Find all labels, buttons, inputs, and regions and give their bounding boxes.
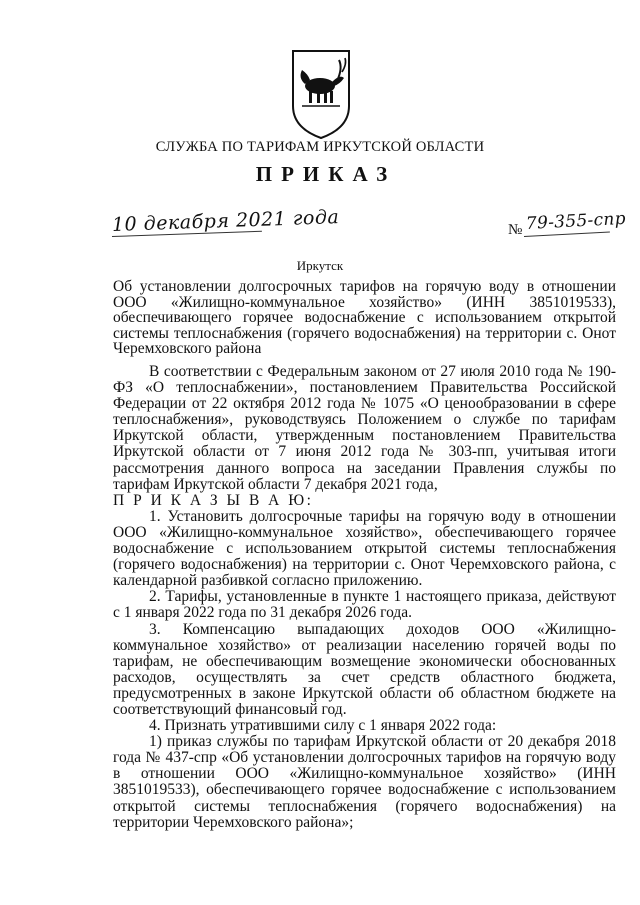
document-body — [113, 364, 616, 831]
handwritten-date: 10 декабря 2021 года — [111, 206, 340, 236]
order-item-1: 1. Установить долгосрочные тарифы на горячую воду в отношении ООО «Жилищно-коммунальное хозяйство», обеспечивающего горячее водоснабжение с использованием открытой системы теплоснабжения (горячего водоснабжения) на территории с. Онот Черемховского района, с календарной разбивкой согласно приложению. — [113, 507, 616, 590]
agency-name: СЛУЖБА ПО ТАРИФАМ ИРКУТСКОЙ ОБЛАСТИ — [155, 139, 485, 155]
document-type-heading: ПРИКАЗ — [255, 162, 397, 186]
order-item-3: 3. Компенсацию выпадающих доходов ООО «Жилищно-коммунальное хозяйство» от реализации населению горячей воды по тарифам, не обеспечивающим возмещение экономически обоснованных расходов, осуществлять за счет средств областного бюджета, предусмотренных в законе Иркутской области об областном бюджете на соответствующий финансовый год. — [113, 620, 616, 718]
handwritten-number: 79-355-спр — [525, 208, 627, 234]
number-label: № — [508, 222, 523, 238]
order-item-2: 2. Тарифы, установленные в пункте 1 настоящего приказа, действуют с 1 января 2022 года по 31 декабря 2026 года. — [113, 588, 616, 622]
order-subitem-1: 1) приказ службы по тарифам Иркутской области от 20 декабря 2018 года № 437-спр «Об установлении долгосрочных тарифов на горячую воду в отношении ООО «Жилищно-коммунальное хозяйство» (ИНН 3851019533), обеспечивающего горячее водоснабжение с использованием открытой системы теплоснабжения (горячего водоснабжения) на территории Черемховского района»; — [113, 733, 616, 831]
order-item-4: 4. Признать утратившими силу с 1 января 2022 года: — [149, 717, 497, 735]
city-name: Иркутск — [296, 258, 344, 273]
coat-of-arms-icon — [290, 48, 352, 140]
order-word: П Р И К А З Ы В А Ю: — [113, 491, 314, 509]
document-title: Об установлении долгосрочных тарифов на горячую воду в отношении ООО «Жилищно-коммунальное хозяйство» (ИНН 3851019533), обеспечивающего горячее водоснабжение с использованием открытой системы теплоснабжения (горячего водоснабжения) на территории с. Онот Черемховского района — [113, 278, 616, 357]
preamble-paragraph: В соответствии с Федеральным законом от 27 июля 2010 года № 190-ФЗ «О теплоснабжении», постановлением Правительства Российской Федерации от 22 октября 2012 года № 1075 «О ценообразовании в сфере теплоснабжения», руководствуясь Положением о службе по тарифам Иркутской области, утвержденным постановлением Правительства Иркутской области от 7 июня 2012 года № 303-пп, учитывая итоги рассмотрения данного вопроса на заседании Правления службы по тарифам Иркутской области 7 декабря 2021 года, — [113, 363, 616, 493]
